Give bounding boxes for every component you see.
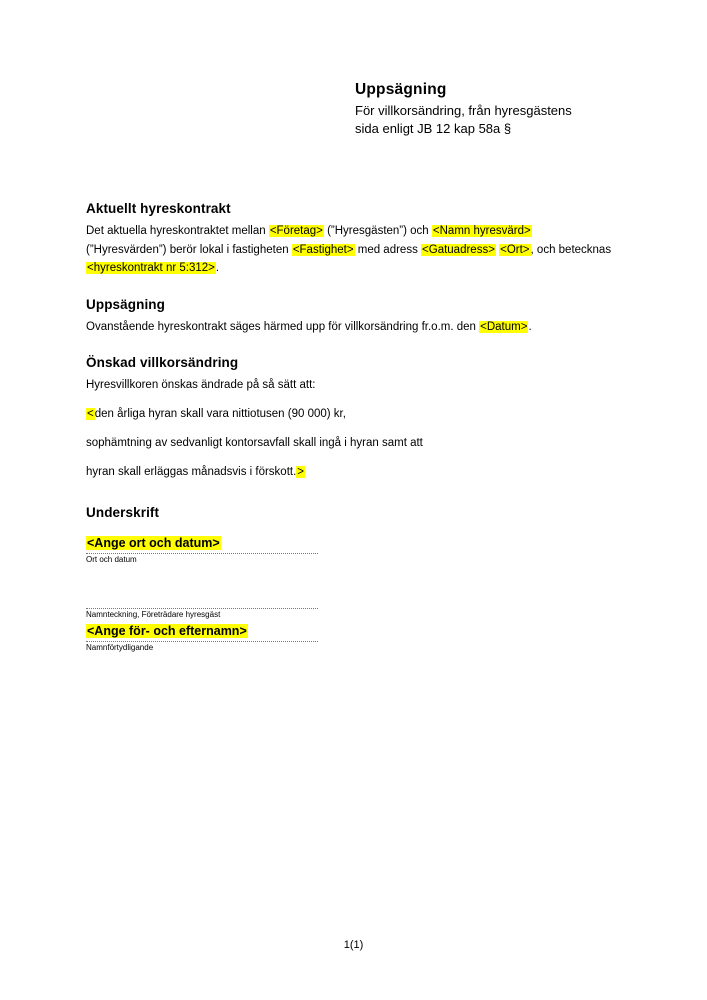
page-number: 1(1) xyxy=(343,939,364,951)
placeholder-street-address[interactable]: <Gatuadress> xyxy=(422,243,495,256)
document-header xyxy=(355,80,655,138)
section-current-contract xyxy=(86,200,671,278)
placeholder-full-name[interactable]: <Ange för- och efternamn> xyxy=(87,624,247,638)
termination-paragraph xyxy=(86,318,671,337)
signature-line[interactable] xyxy=(86,565,318,609)
paragraph-text: den årliga hyran skall vara nittiotusen (90 000) kr, xyxy=(94,408,346,420)
page-footer xyxy=(0,939,707,951)
placeholder-contract-number[interactable]: <hyreskontrakt nr 5:312> xyxy=(87,262,215,274)
placeholder-landlord-name[interactable]: <Namn hyresvärd> xyxy=(432,225,531,237)
desired-change-item-3 xyxy=(86,463,671,482)
current-contract-paragraph xyxy=(86,222,671,278)
section-termination xyxy=(86,296,671,337)
section-heading-termination: Uppsägning xyxy=(86,297,165,312)
name-clarification-caption: Namnförtydligande xyxy=(86,643,154,652)
placeholder-date[interactable]: <Datum> xyxy=(480,321,528,333)
section-heading-desired-change: Önskad villkorsändring xyxy=(86,355,239,370)
section-desired-change xyxy=(86,354,671,482)
signature-caption: Namnteckning, Företrädare hyresgäst xyxy=(86,610,221,619)
placeholder-company[interactable]: <Företag> xyxy=(269,225,323,237)
section-signature xyxy=(86,504,671,653)
paragraph-text: Det aktuella hyreskontraktet mellan xyxy=(86,225,269,237)
paragraph-text: Ovanstående hyreskontrakt säges härmed upp för villkorsändring fr.o.m. den xyxy=(86,321,480,333)
paragraph-text: (”Hyresgästen”) och xyxy=(323,225,432,237)
open-bracket-highlight[interactable]: < xyxy=(87,408,94,420)
section-heading-signature: Underskrift xyxy=(86,505,160,520)
paragraph-text: med adress xyxy=(354,243,422,256)
paragraph-text: , och betecknas xyxy=(530,243,612,256)
paragraph-text: (”Hyresvärden”) berör lokal i fastigheten xyxy=(86,243,292,256)
placeholder-place-and-date[interactable]: <Ange ort och datum> xyxy=(87,536,220,550)
desired-change-item-2 xyxy=(86,434,671,453)
place-date-field xyxy=(86,536,671,565)
placeholder-property[interactable]: <Fastighet> xyxy=(292,243,354,256)
page-title: Uppsägning xyxy=(355,81,447,98)
name-line xyxy=(86,624,318,642)
subtitle-line-1: För villkorsändring, från hyresgästens xyxy=(355,103,572,118)
signature-name-field xyxy=(86,565,671,653)
close-bracket-highlight[interactable]: > xyxy=(297,466,305,478)
desired-change-intro: Hyresvillkoren önskas ändrade på så sätt att: xyxy=(86,379,316,391)
paragraph-text: . xyxy=(215,262,220,274)
paragraph-text: . xyxy=(528,321,532,333)
placeholder-city[interactable]: <Ort> xyxy=(500,243,530,256)
place-date-line xyxy=(86,536,318,554)
document-subtitle xyxy=(355,102,655,138)
subtitle-line-2: sida enligt JB 12 kap 58a § xyxy=(355,121,512,136)
paragraph-text: sophämtning av sedvanligt kontorsavfall skall ingå i hyran samt att xyxy=(86,437,423,449)
place-date-caption: Ort och datum xyxy=(86,555,137,564)
desired-change-item-1 xyxy=(86,405,671,424)
section-heading-current-contract: Aktuellt hyreskontrakt xyxy=(86,201,231,216)
paragraph-text: hyran skall erläggas månadsvis i förskott. xyxy=(86,466,297,478)
